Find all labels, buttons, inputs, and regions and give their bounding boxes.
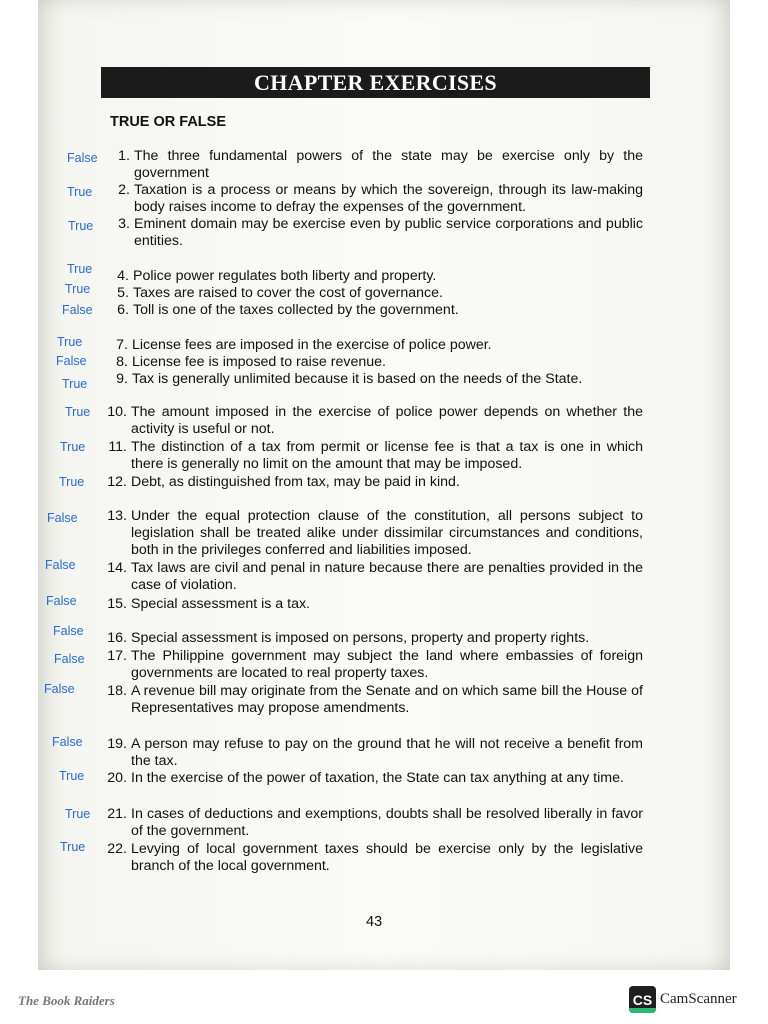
question-number: 9. xyxy=(116,371,128,387)
question-text: Under the equal protection clause of the constitution, all persons subject to legislation shall be treated alike under dissimilar circumstances and conditions, both in the privileges conferred and liabilities imposed. xyxy=(131,508,643,558)
answer-label: False xyxy=(56,354,87,368)
answer-label: True xyxy=(59,769,85,783)
question-text: Taxation is a process or means by which the sovereign, through its law-making body raises income to defray the expenses of the government. xyxy=(134,182,643,215)
question-item xyxy=(118,148,643,182)
question-number: 17. xyxy=(107,648,127,664)
question-item xyxy=(107,648,643,682)
answer-label: True xyxy=(62,377,88,391)
question-item xyxy=(116,371,643,388)
question-item xyxy=(107,508,643,559)
question-number: 12. xyxy=(107,474,127,490)
answer-label: True xyxy=(57,335,83,349)
question-number: 19. xyxy=(107,736,127,752)
answer-label: False xyxy=(44,682,75,696)
question-number: 16. xyxy=(107,630,127,646)
page-number: 43 xyxy=(366,914,383,930)
answer-label: True xyxy=(59,475,85,489)
question-text: The three fundamental powers of the state may be exercise only by the government xyxy=(134,148,643,181)
question-number: 10. xyxy=(107,404,127,420)
question-text: The Philippine government may subject the land where embassies of foreign governments are located to real property taxes. xyxy=(131,648,643,681)
question-item xyxy=(107,596,643,613)
question-item xyxy=(116,337,643,354)
question-text: License fee is imposed to raise revenue. xyxy=(132,354,386,370)
question-item xyxy=(118,216,643,250)
question-number: 20. xyxy=(107,770,127,786)
question-item xyxy=(108,439,643,473)
answer-label: False xyxy=(46,594,77,608)
question-item xyxy=(107,736,643,770)
question-text: Taxes are raised to cover the cost of governance. xyxy=(133,285,443,301)
question-number: 2. xyxy=(118,182,130,198)
footer-brand: The Book Raiders xyxy=(18,993,115,1008)
question-number: 18. xyxy=(107,683,127,699)
question-number: 6. xyxy=(117,302,129,318)
camscanner-label: CamScanner xyxy=(660,991,737,1007)
answer-label: False xyxy=(45,558,76,572)
question-number: 4. xyxy=(117,268,129,284)
question-text: In the exercise of the power of taxation, the State can tax anything at any time. xyxy=(131,770,624,786)
question-text: Tax is generally unlimited because it is based on the needs of the State. xyxy=(132,371,583,387)
question-item xyxy=(116,354,643,371)
question-item xyxy=(107,683,643,717)
question-text: License fees are imposed in the exercise of police power. xyxy=(132,337,492,353)
question-text: Eminent domain may be exercise even by public service corporations and public entities. xyxy=(134,216,643,249)
question-item xyxy=(107,474,643,491)
answer-label: False xyxy=(54,652,85,666)
question-text: Special assessment is imposed on persons, property and property rights. xyxy=(131,630,590,646)
answer-label: True xyxy=(68,219,94,233)
answer-label: True xyxy=(60,440,86,454)
question-text: Toll is one of the taxes collected by the government. xyxy=(133,302,459,318)
answer-label: False xyxy=(53,624,84,638)
answer-label: True xyxy=(67,262,93,276)
answer-label: True xyxy=(60,840,86,854)
answer-label: False xyxy=(67,151,98,165)
section-heading: TRUE OR FALSE xyxy=(110,114,227,130)
answer-label: False xyxy=(52,735,83,749)
question-number: 3. xyxy=(118,216,130,232)
question-number: 15. xyxy=(107,596,127,612)
question-item xyxy=(107,630,643,647)
question-text: Tax laws are civil and penal in nature because there are penalties provided in the case of violation. xyxy=(131,560,643,593)
question-text: Police power regulates both liberty and property. xyxy=(133,268,437,284)
question-item xyxy=(107,560,643,594)
answer-label: False xyxy=(62,303,93,317)
question-text: Levying of local government taxes should be exercise only by the legislative branch of the local government. xyxy=(131,841,643,874)
answer-label: False xyxy=(47,511,78,525)
question-number: 1. xyxy=(118,148,130,164)
answer-label: True xyxy=(65,405,91,419)
question-text: Special assessment is a tax. xyxy=(131,596,310,612)
question-text: Debt, as distinguished from tax, may be paid in kind. xyxy=(131,474,460,490)
question-number: 5. xyxy=(117,285,129,301)
question-number: 13. xyxy=(107,508,127,524)
question-number: 8. xyxy=(116,354,128,370)
question-text: The amount imposed in the exercise of police power depends on whether the activity is useful or not. xyxy=(131,404,643,437)
question-number: 22. xyxy=(107,841,127,857)
answer-label: True xyxy=(65,807,91,821)
question-item xyxy=(117,285,643,302)
question-item xyxy=(107,770,643,787)
answer-label: True xyxy=(67,185,93,199)
question-item xyxy=(117,302,643,319)
question-text: The distinction of a tax from permit or license fee is that a tax is one in which there is generally no limit on the amount that may be imposed. xyxy=(131,439,643,472)
chapter-title: CHAPTER EXERCISES xyxy=(101,67,650,98)
question-number: 14. xyxy=(107,560,127,576)
question-text: A revenue bill may originate from the Senate and on which same bill the House of Representatives may propose amendments. xyxy=(131,683,643,716)
camscanner-logo-icon: CS xyxy=(629,986,656,1013)
question-text: In cases of deductions and exemptions, doubts shall be resolved liberally in favor of the government. xyxy=(131,806,643,839)
question-text: A person may refuse to pay on the ground that he will not receive a benefit from the tax. xyxy=(131,736,643,769)
question-number: 7. xyxy=(116,337,128,353)
question-item xyxy=(118,182,643,216)
question-item xyxy=(117,268,643,285)
question-number: 21. xyxy=(107,806,127,822)
question-item xyxy=(107,806,643,840)
question-number: 11. xyxy=(108,439,127,455)
question-item xyxy=(107,404,643,438)
camscanner-watermark xyxy=(629,986,737,1013)
answer-label: True xyxy=(65,282,91,296)
question-item xyxy=(107,841,643,875)
